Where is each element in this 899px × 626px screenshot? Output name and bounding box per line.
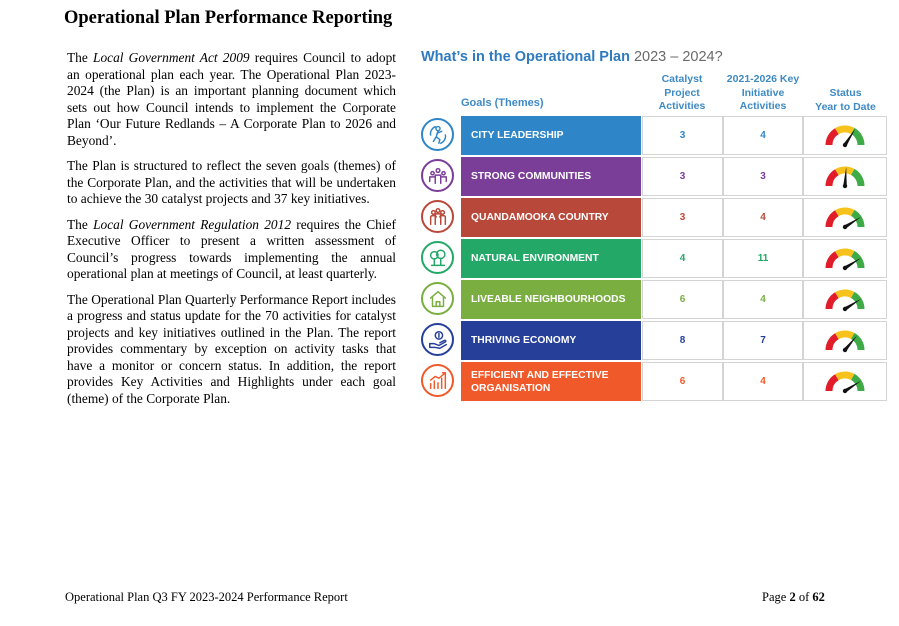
header-catalyst-line: Activities [658, 100, 706, 112]
goal-label: LIVEABLE NEIGHBOURHOODS [461, 280, 641, 319]
table-row [413, 279, 889, 320]
key-initiative-count: 4 [723, 280, 803, 319]
community-icon [421, 159, 454, 192]
paragraph-text: The Plan is structured to reflect the seven goals (themes) of the Corporate Plan, and the activities that will be undertaken to achieve the 30 catalyst projects and 37 key initiatives. [67, 158, 396, 206]
header-key-initiative [723, 73, 803, 114]
house-icon [421, 282, 454, 315]
key-initiative-count: 4 [723, 198, 803, 237]
goal-label: NATURAL ENVIRONMENT [461, 239, 641, 278]
growth-chart-icon [421, 364, 454, 397]
key-initiative-count: 4 [723, 362, 803, 401]
page-title: Operational Plan Performance Reporting [64, 8, 393, 28]
tree-icon [421, 241, 454, 274]
body-paragraph [67, 158, 396, 208]
header-catalyst-line: Catalyst [661, 73, 703, 85]
header-goals: Goals (Themes) [461, 97, 544, 109]
body-paragraph [67, 292, 396, 408]
body-text [67, 50, 396, 416]
catalyst-count: 6 [642, 362, 723, 401]
status-gauge-icon [823, 328, 867, 354]
catalyst-count: 6 [642, 280, 723, 319]
status-gauge [803, 116, 887, 155]
header-key-line: 2021-2026 Key [726, 73, 800, 85]
status-gauge [803, 280, 887, 319]
infographic-title [421, 49, 723, 65]
table-row [413, 361, 889, 402]
key-initiative-count: 7 [723, 321, 803, 360]
legislation-title: Local Government Regulation 2012 [93, 216, 292, 232]
goals-table [413, 115, 889, 402]
header-status-line: Year to Date [815, 100, 876, 113]
footer-report-title: Operational Plan Q3 FY 2023-2024 Performance Report [65, 590, 348, 604]
infographic-title-main: What’s in the Operational Plan [421, 49, 630, 65]
status-gauge-icon [823, 164, 867, 190]
body-paragraph [67, 217, 396, 283]
goal-label: CITY LEADERSHIP [461, 116, 641, 155]
paragraph-text: The [67, 50, 93, 65]
table-row [413, 156, 889, 197]
header-status-line: Status [829, 87, 862, 99]
body-paragraph [67, 50, 396, 149]
page-total: 62 [812, 590, 825, 604]
table-row [413, 238, 889, 279]
header-key-line: Activities [739, 100, 787, 112]
legislation-title: Local Government Act 2009 [93, 50, 250, 65]
catalyst-count: 8 [642, 321, 723, 360]
header-key-line: Initiative [741, 86, 785, 99]
table-row [413, 197, 889, 238]
paragraph-text: The Operational Plan Quarterly Performance Report includes a progress and status update for the 70 activities for catalyst projects and key initiatives outlined in the Plan. The report provides commentary by exception on activity tasks that have a monitor or concern status. In addition, the report provides Key Activities and Highlights under each goal (theme) of the Corporate Plan. [67, 291, 396, 406]
key-initiative-count: 3 [723, 157, 803, 196]
people-icon [421, 200, 454, 233]
status-gauge-icon [823, 369, 867, 395]
paragraph-text: requires the Chief Executive Officer to present a written assessment of Council’s progress towards implementing the annual operational plan at meetings of Council, at least quarterly. [67, 216, 396, 281]
goal-label: STRONG COMMUNITIES [461, 157, 641, 196]
header-catalyst-line: Project [664, 86, 700, 99]
money-hand-icon [421, 323, 454, 356]
goal-label: THRIVING ECONOMY [461, 321, 641, 360]
page-current: 2 [789, 590, 796, 604]
status-gauge-icon [823, 287, 867, 313]
catalyst-count: 3 [642, 198, 723, 237]
catalyst-count: 4 [642, 239, 723, 278]
status-gauge-icon [823, 246, 867, 272]
status-gauge [803, 362, 887, 401]
status-gauge [803, 157, 887, 196]
paragraph-text: The [67, 216, 94, 232]
status-gauge-icon [823, 123, 867, 149]
operational-plan-infographic [413, 44, 889, 402]
status-gauge-icon [823, 205, 867, 231]
status-gauge [803, 321, 887, 360]
status-gauge [803, 239, 887, 278]
leadership-icon [421, 118, 454, 151]
catalyst-count: 3 [642, 157, 723, 196]
key-initiative-count: 4 [723, 116, 803, 155]
table-row [413, 320, 889, 361]
header-status [803, 87, 888, 114]
page-of: of [795, 590, 813, 604]
catalyst-count: 3 [642, 116, 723, 155]
header-catalyst [642, 73, 722, 114]
goal-label: EFFICIENT AND EFFECTIVE ORGANISATION [461, 362, 641, 401]
paragraph-text: requires Council to adopt an operational plan each year. The Operational Plan 2023-2024 (the Plan) is an important planning document which sets out how Council intends to implement the Corporate Plan ‘Our Future Redlands – A Corporate Plan to 2026 and Beyond’. [67, 50, 396, 148]
status-gauge [803, 198, 887, 237]
page-number [762, 590, 825, 605]
goal-label: QUANDAMOOKA COUNTRY [461, 198, 641, 237]
table-row [413, 115, 889, 156]
page-prefix: Page [762, 590, 790, 604]
infographic-title-year: 2023 – 2024? [633, 49, 723, 65]
key-initiative-count: 11 [723, 239, 803, 278]
